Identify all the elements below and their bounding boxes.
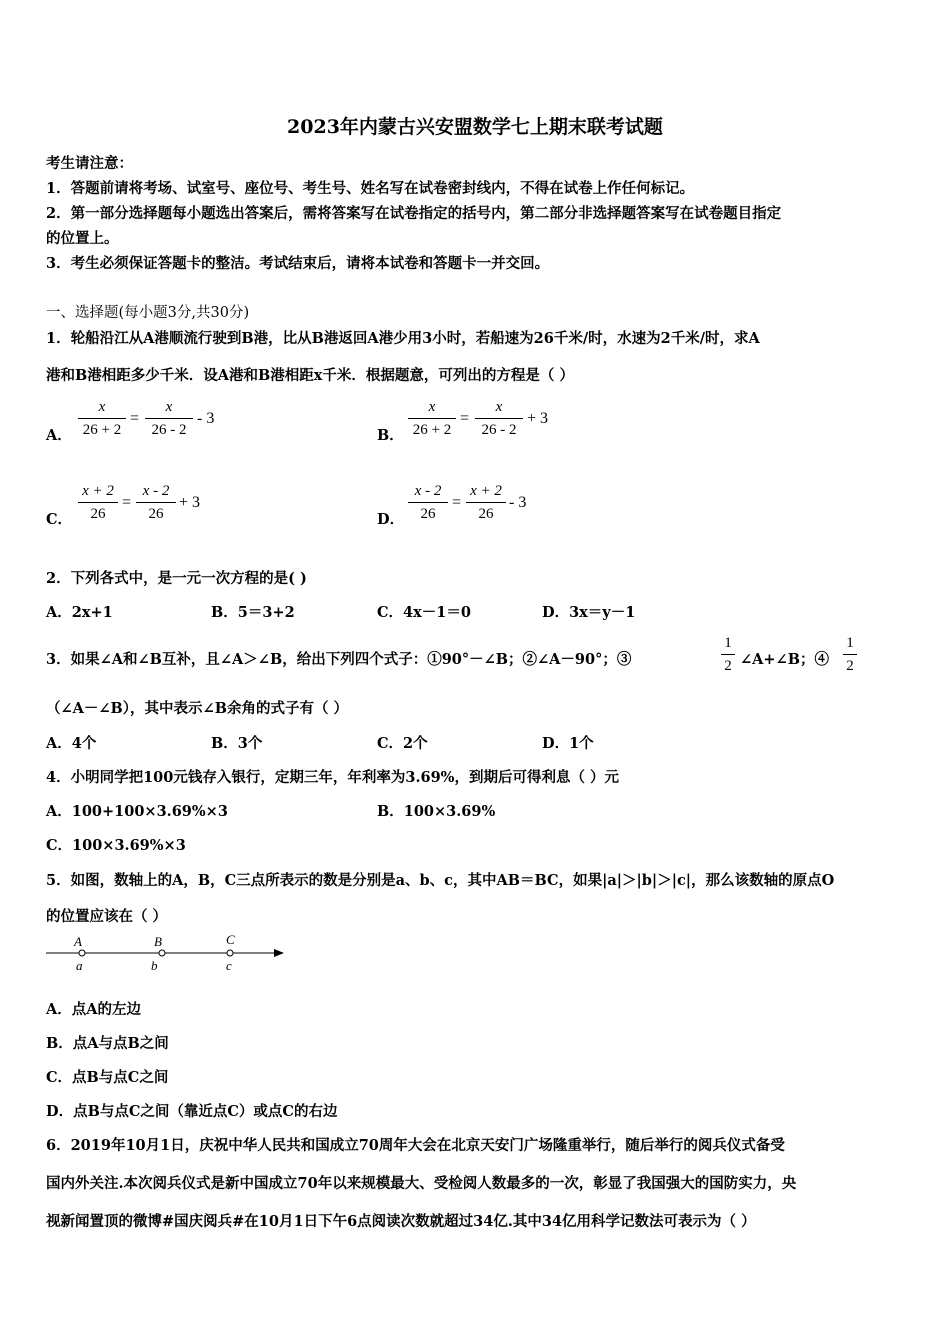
- q1-c-fraction-1: x + 2 26: [78, 482, 118, 523]
- q6-stem-line1: 6．2019年10月1日，庆祝中华人民共和国成立70周年大会在北京天安门广场隆重举行，随后举行的阅兵仪式备受: [46, 1137, 785, 1154]
- point-b-marker: [159, 950, 165, 956]
- q4-option-c: C．100×3.69%×3: [46, 837, 186, 854]
- q2-option-b: B．5＝3+2: [211, 604, 295, 621]
- point-c-marker: [227, 950, 233, 956]
- q1-c-fraction-2: x - 2 26: [136, 482, 176, 523]
- notice-item: 2．第一部分选择题每小题选出答案后，需将答案写在试卷指定的括号内，第二部分非选择题答案写在试卷题目指定: [46, 205, 782, 222]
- q3-option-c: C．2个: [377, 735, 428, 752]
- q1-c-tail: + 3: [179, 494, 201, 511]
- notice-item: 3．考生必须保证答题卡的整洁。考试结束后，请将本试卷和答题卡一并交回。: [46, 255, 550, 272]
- q1-d-fraction-1: x - 2 26: [408, 482, 448, 523]
- q2-option-c: C．4x－1＝0: [377, 604, 471, 621]
- q1-b-fraction-2: x 26 - 2: [475, 398, 523, 439]
- q1-a-equals: =: [130, 410, 140, 427]
- q5-option-a: A．点A的左边: [46, 1001, 142, 1018]
- q5-stem-line2: 的位置应该在（ ）: [46, 908, 168, 925]
- q5-stem-line1: 5．如图，数轴上的A，B，C三点所表示的数是分别是a、b、c，其中AB＝BC，如果|a|＞|b|＞|c|，那么该数轴的原点O: [46, 872, 835, 889]
- notice-heading: 考生请注意：: [46, 155, 133, 172]
- q1-a-fraction-2: x 26 - 2: [145, 398, 193, 439]
- q6-stem-line3: 视新闻置顶的微博#国庆阅兵#在10月1日下午6点阅读次数就超过34亿.其中34亿用科学记数法可表示为（ ）: [46, 1213, 756, 1230]
- q1-b-fraction-1: x 26 + 2: [408, 398, 456, 439]
- q3-option-d: D．1个: [542, 735, 594, 752]
- q3-stem-line2: （∠A－∠B），其中表示∠B余角的式子有（ ）: [46, 700, 349, 717]
- q3-option-b: B．3个: [211, 735, 263, 752]
- point-b-value: b: [151, 958, 158, 973]
- q1-option-d-label: D．: [377, 511, 405, 528]
- section-heading: 一、选择题(每小题3分,共30分): [46, 305, 250, 321]
- point-a-marker: [79, 950, 85, 956]
- q1-b-equals: =: [460, 410, 470, 427]
- q6-stem-line2: 国内外关注.本次阅兵仪式是新中国成立70年以来规模最大、受检阅人数最多的一次，彰显了我国强大的国防实力，央: [46, 1175, 797, 1192]
- number-line-figure: [40, 930, 290, 974]
- q1-a-fraction-1: x 26 + 2: [78, 398, 126, 439]
- q1-b-tail: + 3: [527, 410, 549, 427]
- q3-stem: 3．如果∠A和∠B互补，且∠A＞∠B，给出下列四个式子：①90°－∠B；②∠A－90°；③: [46, 651, 632, 668]
- q1-d-tail: - 3: [509, 494, 527, 511]
- q1-option-a-label: A．: [46, 427, 72, 444]
- q3-half-fraction-1: 1 2: [721, 634, 735, 675]
- arrow-icon: [274, 949, 284, 957]
- q1-stem-line1: 1．轮船沿江从A港顺流行驶到B港，比从B港返回A港少用3小时，若船速为26千米/时，水速为2千米/时，求A: [46, 330, 760, 347]
- q3-stem-part3: ∠A+∠B；④: [740, 651, 829, 668]
- q3-half-fraction-2: 1 2: [843, 634, 857, 675]
- q3-option-a: A．4个: [46, 735, 97, 752]
- q5-option-c: C．点B与点C之间: [46, 1069, 169, 1086]
- q1-option-c-label: C．: [46, 511, 73, 528]
- notice-item: 的位置上。: [46, 230, 119, 247]
- q4-stem: 4．小明同学把100元钱存入银行，定期三年，年利率为3.69%，到期后可得利息（ ）元: [46, 769, 619, 786]
- notice-item: 1．答题前请将考场、试室号、座位号、考生号、姓名写在试卷密封线内，不得在试卷上作任何标记。: [46, 180, 695, 197]
- q2-option-d: D．3x＝y－1: [542, 604, 636, 621]
- page-title: 2023年内蒙古兴安盟数学七上期末联考试题: [287, 116, 663, 138]
- q1-d-fraction-2: x + 2 26: [466, 482, 506, 523]
- point-a-value: a: [76, 958, 83, 973]
- q2-option-a: A．2x+1: [46, 604, 113, 621]
- point-c-label: C: [226, 932, 235, 947]
- point-b-label: B: [154, 934, 162, 949]
- q1-option-b-label: B．: [377, 427, 404, 444]
- point-c-value: c: [226, 958, 232, 973]
- q4-option-b: B．100×3.69%: [377, 803, 496, 820]
- q1-stem-line2: 港和B港相距多少千米．设A港和B港相距x千米．根据题意，可列出的方程是（ ）: [46, 367, 574, 384]
- q1-d-equals: =: [452, 494, 462, 511]
- q4-option-a: A．100+100×3.69%×3: [46, 803, 228, 820]
- point-a-label: A: [74, 934, 82, 949]
- q2-stem: 2．下列各式中，是一元一次方程的是( ): [46, 570, 307, 587]
- q1-a-tail: - 3: [197, 410, 215, 427]
- q5-option-d: D．点B与点C之间（靠近点C）或点C的右边: [46, 1103, 338, 1120]
- q1-c-equals: =: [122, 494, 132, 511]
- q5-option-b: B．点A与点B之间: [46, 1035, 169, 1052]
